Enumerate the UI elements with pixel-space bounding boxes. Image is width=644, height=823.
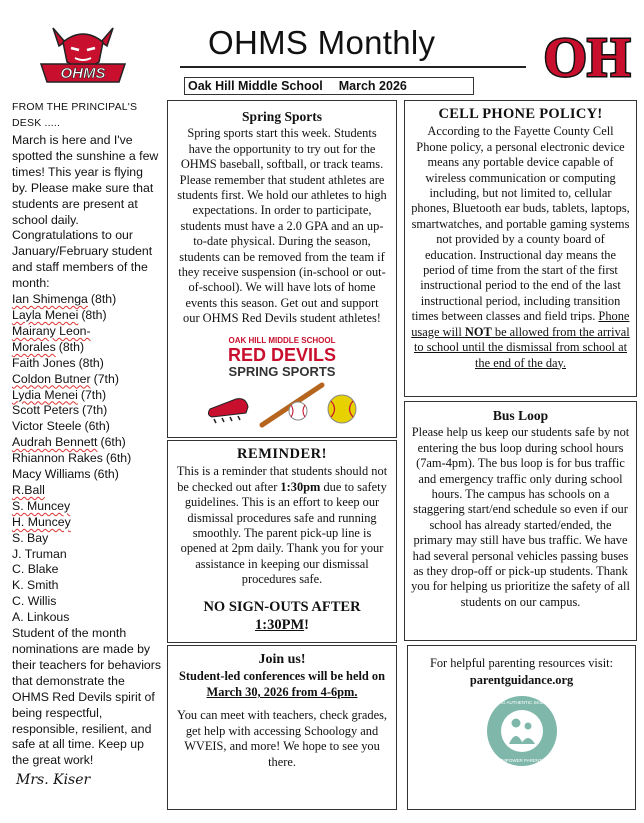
svg-text:OH: OH [543, 27, 631, 89]
newsletter-title: OHMS Monthly [208, 24, 436, 61]
checkout-time: 1:30pm [280, 479, 321, 494]
svg-text:OHMS: OHMS [60, 65, 106, 82]
honoree-item: Faith Jones (8th) [12, 355, 104, 370]
svg-text:OAK HILL MIDDLE SCHOOL: OAK HILL MIDDLE SCHOOL [228, 335, 336, 345]
honoree-item: H. Muncey [12, 514, 71, 529]
conferences-section [167, 645, 397, 810]
title-divider [180, 66, 526, 68]
red-devils-spring-sports-graphic [176, 333, 388, 433]
honoree-item: Rhiannon Rakes (6th) [12, 451, 132, 466]
cell-policy-title: CELL PHONE POLICY! [438, 106, 603, 122]
no-signouts-banner: NO SIGN-OUTS AFTER 1:30PM! [203, 598, 361, 633]
join-title: Join us! [258, 652, 306, 667]
honoree-item: C. Willis [12, 594, 57, 609]
honoree-item: S. Muncey [12, 498, 71, 513]
cell-policy-body: According to the Fayette County Cell Phone policy, a personal electronic device means any portable device capable of wireless communication or computing including, but not limited to, cellular phones, Bluetooth ear buds, tablets, laptops, smartwatches, and portable gaming systems not provided by a county board of education. Instructional day means the period of time from the start of the first instructional period to the end of the last instructional period, including transition times between classes and field trips. Phone usage will NOT be allowed from the arrival to school until the dismissal from school at the end of the day. [411, 124, 630, 370]
phone-usage-rule: Phone usage will NOT be allowed from the arrival to school until the dismissal from school at the end of the day. [411, 309, 630, 370]
honoree-item: Coldon Butner (7th) [12, 371, 119, 386]
parenting-link[interactable]: parentguidance.org [469, 672, 574, 687]
honoree-item: Scott Peters (7th) [12, 403, 108, 418]
parenting-resources-section [407, 645, 636, 810]
reminder-section [167, 440, 397, 643]
issue-date: March 2026 [338, 79, 407, 93]
honoree-item: Audrah Bennett (6th) [12, 435, 126, 450]
bus-loop-body: Please help us keep our students safe by not entering the bus loop during school hours (7am-4pm). The bus loop is for bus traffic and emergency traffic only during school hours. The campus has schools on a staggering start/end schedule so even if our school has already started/ended, the primary may still have bus traffic. We have had several personal vehicles passing buses as they drop-off or pick-up students. Thank you for helping us prioritize the safety of all students on our campus. [411, 425, 630, 609]
bus-loop-section [404, 401, 637, 641]
spring-sports-title: Spring Sports [242, 109, 322, 124]
spring-sports-body: Spring sports start this week. Students have the opportunity to try out for the OHMS baseball, softball, or track teams. Please remember that student athletes are students first. We hold our athletes to high expectations. In order to participate, students must have a 2.0 GPA and an up-to-date physical. During the season, students can be removed from the team if they receive suspension (in-school or out-of-school). We will have lots of home events this season. Get out and support our OHMS Red Devils student athletes! [177, 126, 387, 326]
nomination-text: Student of the month nominations are made by their teachers for behaviors that demonstrate the OHMS Red Devils spirit of being respectful, responsible, resilient, and safe at all time. Keep up the great work! [12, 626, 162, 768]
bus-loop-title: Bus Loop [492, 408, 549, 423]
parent-guidance-badge [414, 694, 629, 772]
oh-monogram-logo [543, 14, 631, 93]
svg-text:SPRING SPORTS: SPRING SPORTS [228, 363, 336, 379]
principal-column [12, 99, 161, 789]
ohms-devil-logo [33, 12, 133, 97]
honoree-item: Mairany Leon-Morales (8th) [12, 323, 91, 354]
honoree-item: Layla Menei (8th) [12, 307, 107, 322]
honoree-item: Lydia Menei (7th) [12, 387, 107, 402]
principal-heading: FROM THE PRINCIPAL'S DESK ..... [12, 101, 138, 129]
conference-announcement: Student-led conferences will be held on March 30, 2026 from 4-6pm. [179, 669, 385, 699]
honoree-item: Ian Shimenga (8th) [12, 292, 117, 307]
svg-text:EMPOWER PARENTS: EMPOWER PARENTS [498, 757, 545, 763]
reminder-body: This is a reminder that students should not be checked out after 1:30pm due to safety guidelines. This is an effort to keep our dismissal procedures safe and running smoothly. The parent pick-up line is opened at 2pm daily. Thank you for your assistance in keeping our dismissal procedures safe. [176, 464, 388, 587]
parenting-label: For helpful parenting resources visit: [429, 656, 614, 670]
principal-intro: March is here and I've spotted the sunshine a few times! This year is flying by. Please make sure that students are present at school daily. [12, 133, 159, 227]
congrats-text: Congratulations to our January/February student and staff members of the month: [12, 228, 153, 291]
honoree-item: Macy Williams (6th) [12, 467, 119, 482]
school-name: Oak Hill Middle School [188, 79, 323, 93]
honoree-list [12, 292, 161, 626]
honoree-item: R.Ball [12, 482, 45, 497]
honoree-item: J. Truman [12, 546, 67, 561]
honoree-item: A. Linkous [12, 610, 70, 625]
reminder-title: REMINDER! [237, 446, 327, 462]
conference-body: You can meet with teachers, check grades, get help with accessing Schoology and WVEIS, and more! We hope to see you there. [177, 708, 387, 769]
honoree-item: S. Bay [12, 530, 49, 545]
honoree-item: Victor Steele (6th) [12, 419, 110, 434]
cell-phone-policy-section [404, 100, 637, 397]
svg-text:RED DEVILS: RED DEVILS [227, 344, 337, 365]
principal-signature: Mrs. Kiser [16, 772, 91, 789]
svg-text:ORG AUTHENTIC SKILLS: ORG AUTHENTIC SKILLS [494, 699, 549, 705]
masthead-subtitle [184, 77, 474, 95]
conference-date: March 30, 2026 from 4-6pm. [206, 684, 358, 699]
honoree-item: K. Smith [12, 578, 59, 593]
honoree-item: C. Blake [12, 562, 59, 577]
spring-sports-section [167, 100, 397, 438]
